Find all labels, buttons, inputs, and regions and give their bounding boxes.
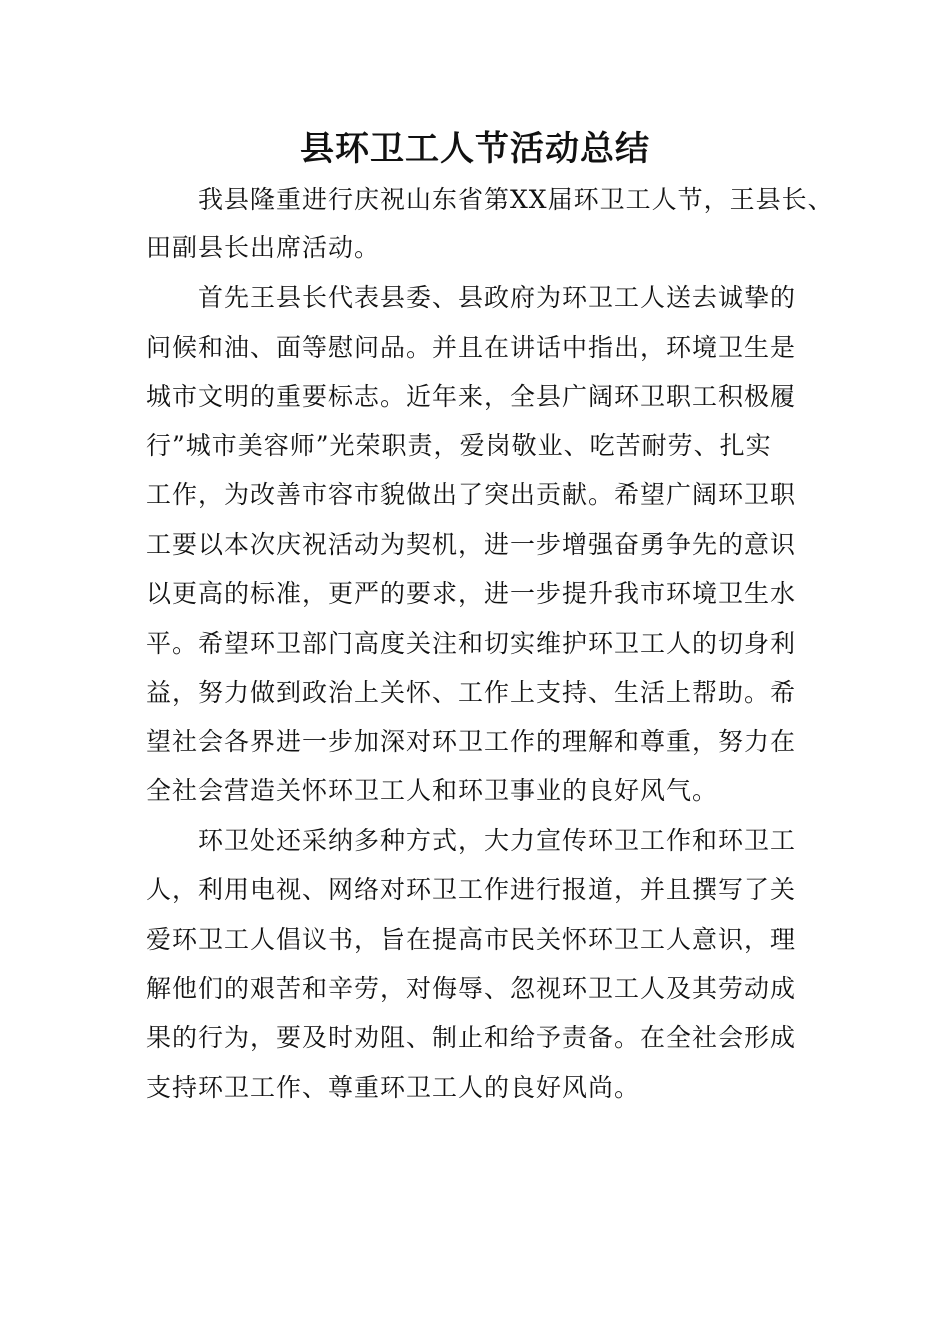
paragraph-3-line-3: 爱环卫工人倡议书，旨在提高市民关怀环卫工人意识，理 xyxy=(146,925,797,954)
paragraph-2-line-8: 平。希望环卫部门高度关注和切实维护环卫工人的切身利 xyxy=(146,629,797,658)
paragraph-2-line-1: 首先王县长代表县委、县政府为环卫工人送去诚挚的 xyxy=(198,283,797,312)
paragraph-1-line-2: 田副县长出席活动。 xyxy=(146,233,381,262)
paragraph-3-line-1: 环卫处还采纳多种方式，大力宣传环卫工作和环卫工 xyxy=(198,826,797,855)
paragraph-2-line-9: 益，努力做到政治上关怀、工作上支持、生活上帮助。希 xyxy=(146,678,797,707)
paragraph-2-line-4: 行”城市美容师”光荣职责，爱岗敬业、吃苦耐劳、扎实 xyxy=(146,431,772,460)
paragraph-3-line-5: 果的行为，要及时劝阻、制止和给予责备。在全社会形成 xyxy=(146,1023,797,1052)
paragraph-3-line-6: 支持环卫工作、尊重环卫工人的良好风尚。 xyxy=(146,1073,641,1102)
paragraph-2-line-11: 全社会营造关怀环卫工人和环卫事业的良好风气。 xyxy=(146,776,719,805)
paragraph-2-line-3: 城市文明的重要标志。近年来，全县广阔环卫职工积极履 xyxy=(146,382,797,411)
paragraph-2-line-7: 以更高的标准，更严的要求，进一步提升我市环境卫生水 xyxy=(146,579,797,608)
paragraph-2-line-5: 工作，为改善市容市貌做出了突出贡献。希望广阔环卫职 xyxy=(146,480,797,509)
paragraph-2-line-6: 工要以本次庆祝活动为契机，进一步增强奋勇争先的意识 xyxy=(146,530,797,559)
paragraph-2-line-2: 问候和油、面等慰问品。并且在讲话中指出，环境卫生是 xyxy=(146,333,797,362)
document-title: 县环卫工人节活动总结 xyxy=(300,129,650,169)
paragraph-2-line-10: 望社会各界进一步加深对环卫工作的理解和尊重，努力在 xyxy=(146,727,797,756)
paragraph-3-line-4: 解他们的艰苦和辛劳，对侮辱、忽视环卫工人及其劳动成 xyxy=(146,974,797,1003)
paragraph-1-line-1: 我县隆重进行庆祝山东省第XX届环卫工人节，王县长、 xyxy=(198,185,834,214)
paragraph-3-line-2: 人，利用电视、网络对环卫工作进行报道，并且撰写了关 xyxy=(146,875,797,904)
